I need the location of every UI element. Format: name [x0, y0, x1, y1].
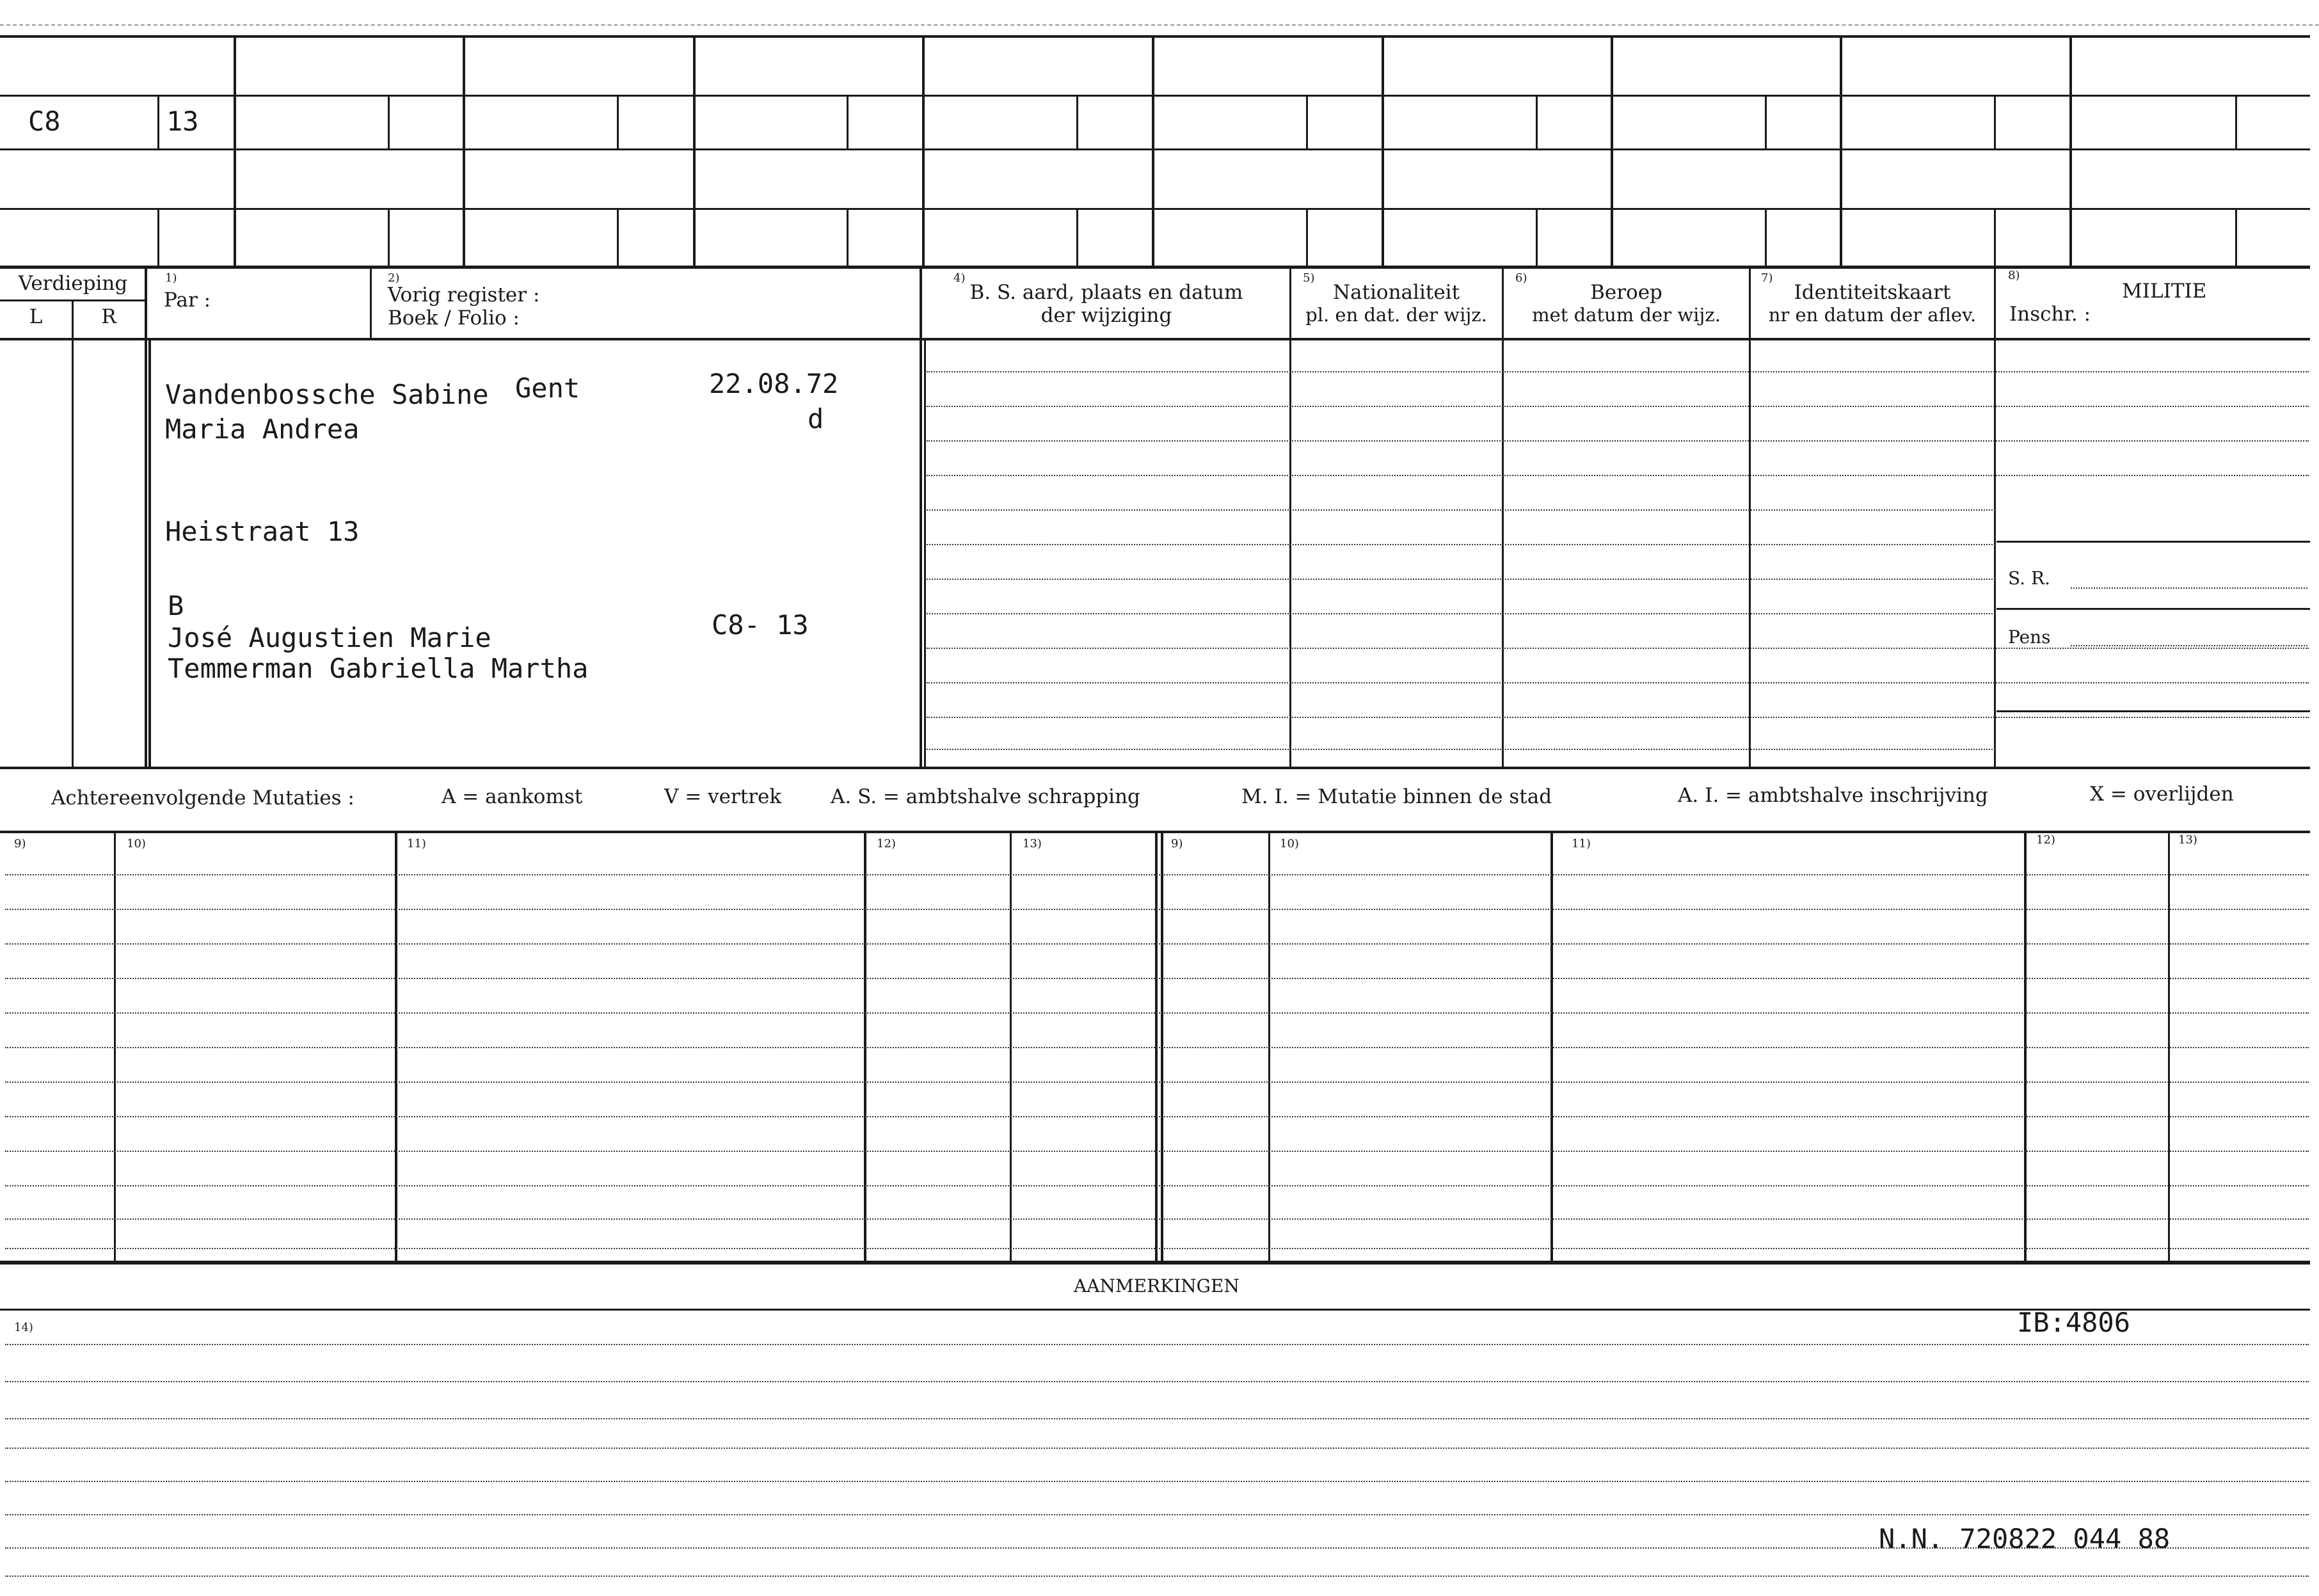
mutations-label: Achtereenvolgende Mutaties : [51, 786, 355, 810]
col8-number: 8) [2008, 269, 2020, 282]
stack-code: C8 [28, 106, 61, 137]
col6-line2: met datum der wijz. [1532, 304, 1721, 326]
verdieping-left: L [29, 305, 43, 328]
mutation-ai: A. I. = ambtshalve inschrijving [1678, 784, 1988, 807]
col5-line2: pl. en dat. der wijz. [1305, 304, 1487, 326]
remarks-number: 14) [14, 1321, 33, 1334]
col6-line1: Beroep [1590, 281, 1662, 304]
record-b-label: B [168, 590, 184, 621]
col7-number: 7) [1761, 271, 1773, 285]
militie-pens-line [2071, 645, 2307, 646]
col1-label: Par : [164, 289, 211, 312]
col5-line1: Nationaliteit [1332, 281, 1460, 304]
main-bottom-rule [0, 767, 2310, 769]
mutation-as: A. S. = ambtshalve schrapping [831, 785, 1140, 808]
record-names-rest: Maria Andrea [165, 413, 360, 445]
mut-right-h13: 13) [2178, 833, 2197, 847]
record-birthplace: Gent [515, 372, 580, 404]
record-mother: Temmerman Gabriella Martha [168, 653, 589, 684]
col6-number: 6) [1515, 271, 1527, 285]
militie-sr: S. R. [2008, 568, 2050, 589]
record-sex: d [808, 403, 824, 435]
col2-line2: Boek / Folio : [388, 307, 520, 330]
mut-left-h13: 13) [1023, 837, 1042, 850]
record-ref: C8- 13 [712, 609, 809, 641]
mut-right-h10: 10) [1280, 837, 1299, 850]
mutation-x: X = overlijden [2090, 783, 2234, 806]
col2-line1: Vorig register : [388, 283, 540, 307]
militie-inschr: Inschr. : [2009, 303, 2091, 326]
stack-number: 13 [166, 106, 199, 137]
mut-right-h11: 11) [1572, 837, 1591, 850]
mut-left-h11: 11) [407, 837, 426, 850]
militie-sr-line [2071, 587, 2307, 589]
verdieping-right: R [101, 305, 116, 328]
col7-line2: nr en datum der aflev. [1768, 304, 1977, 326]
national-number: N.N. 720822 044 88 [1879, 1523, 2171, 1554]
mutation-a: A = aankomst [442, 785, 583, 808]
militie-pens: Pens [2008, 626, 2051, 648]
col4-line1: B. S. aard, plaats en datum [969, 281, 1243, 304]
record-address: Heistraat 13 [165, 516, 360, 547]
verdieping-title: Verdieping [18, 272, 128, 295]
col5-number: 5) [1303, 271, 1315, 285]
col7-line1: Identiteitskaart [1794, 281, 1951, 304]
record-surname-first: Vandenbossche Sabine [165, 379, 489, 410]
mut-left-h12: 12) [877, 837, 896, 850]
mutation-mi: M. I. = Mutatie binnen de stad [1241, 785, 1552, 808]
remarks-ib: IB:4806 [2017, 1307, 2131, 1338]
remarks-title-rule [0, 1309, 2310, 1311]
remarks-title: AANMERKINGEN [1074, 1275, 1239, 1297]
col1-number: 1) [165, 271, 177, 285]
col4-line2: der wijziging [1040, 304, 1172, 327]
record-father: José Augustien Marie [168, 622, 491, 653]
mut-left-h10: 10) [127, 837, 146, 850]
mut-left-h9: 9) [14, 837, 26, 850]
mut-right-h9: 9) [1171, 837, 1183, 850]
militie-title: MILITIE [2122, 280, 2207, 303]
mutation-v: V = vertrek [664, 785, 782, 808]
mut-right-h12: 12) [2036, 833, 2055, 847]
col4-number: 4) [953, 271, 966, 285]
record-birthdate: 22.08.72 [709, 368, 839, 399]
scan-top-edge [0, 24, 2319, 26]
col2-number: 2) [388, 271, 400, 285]
